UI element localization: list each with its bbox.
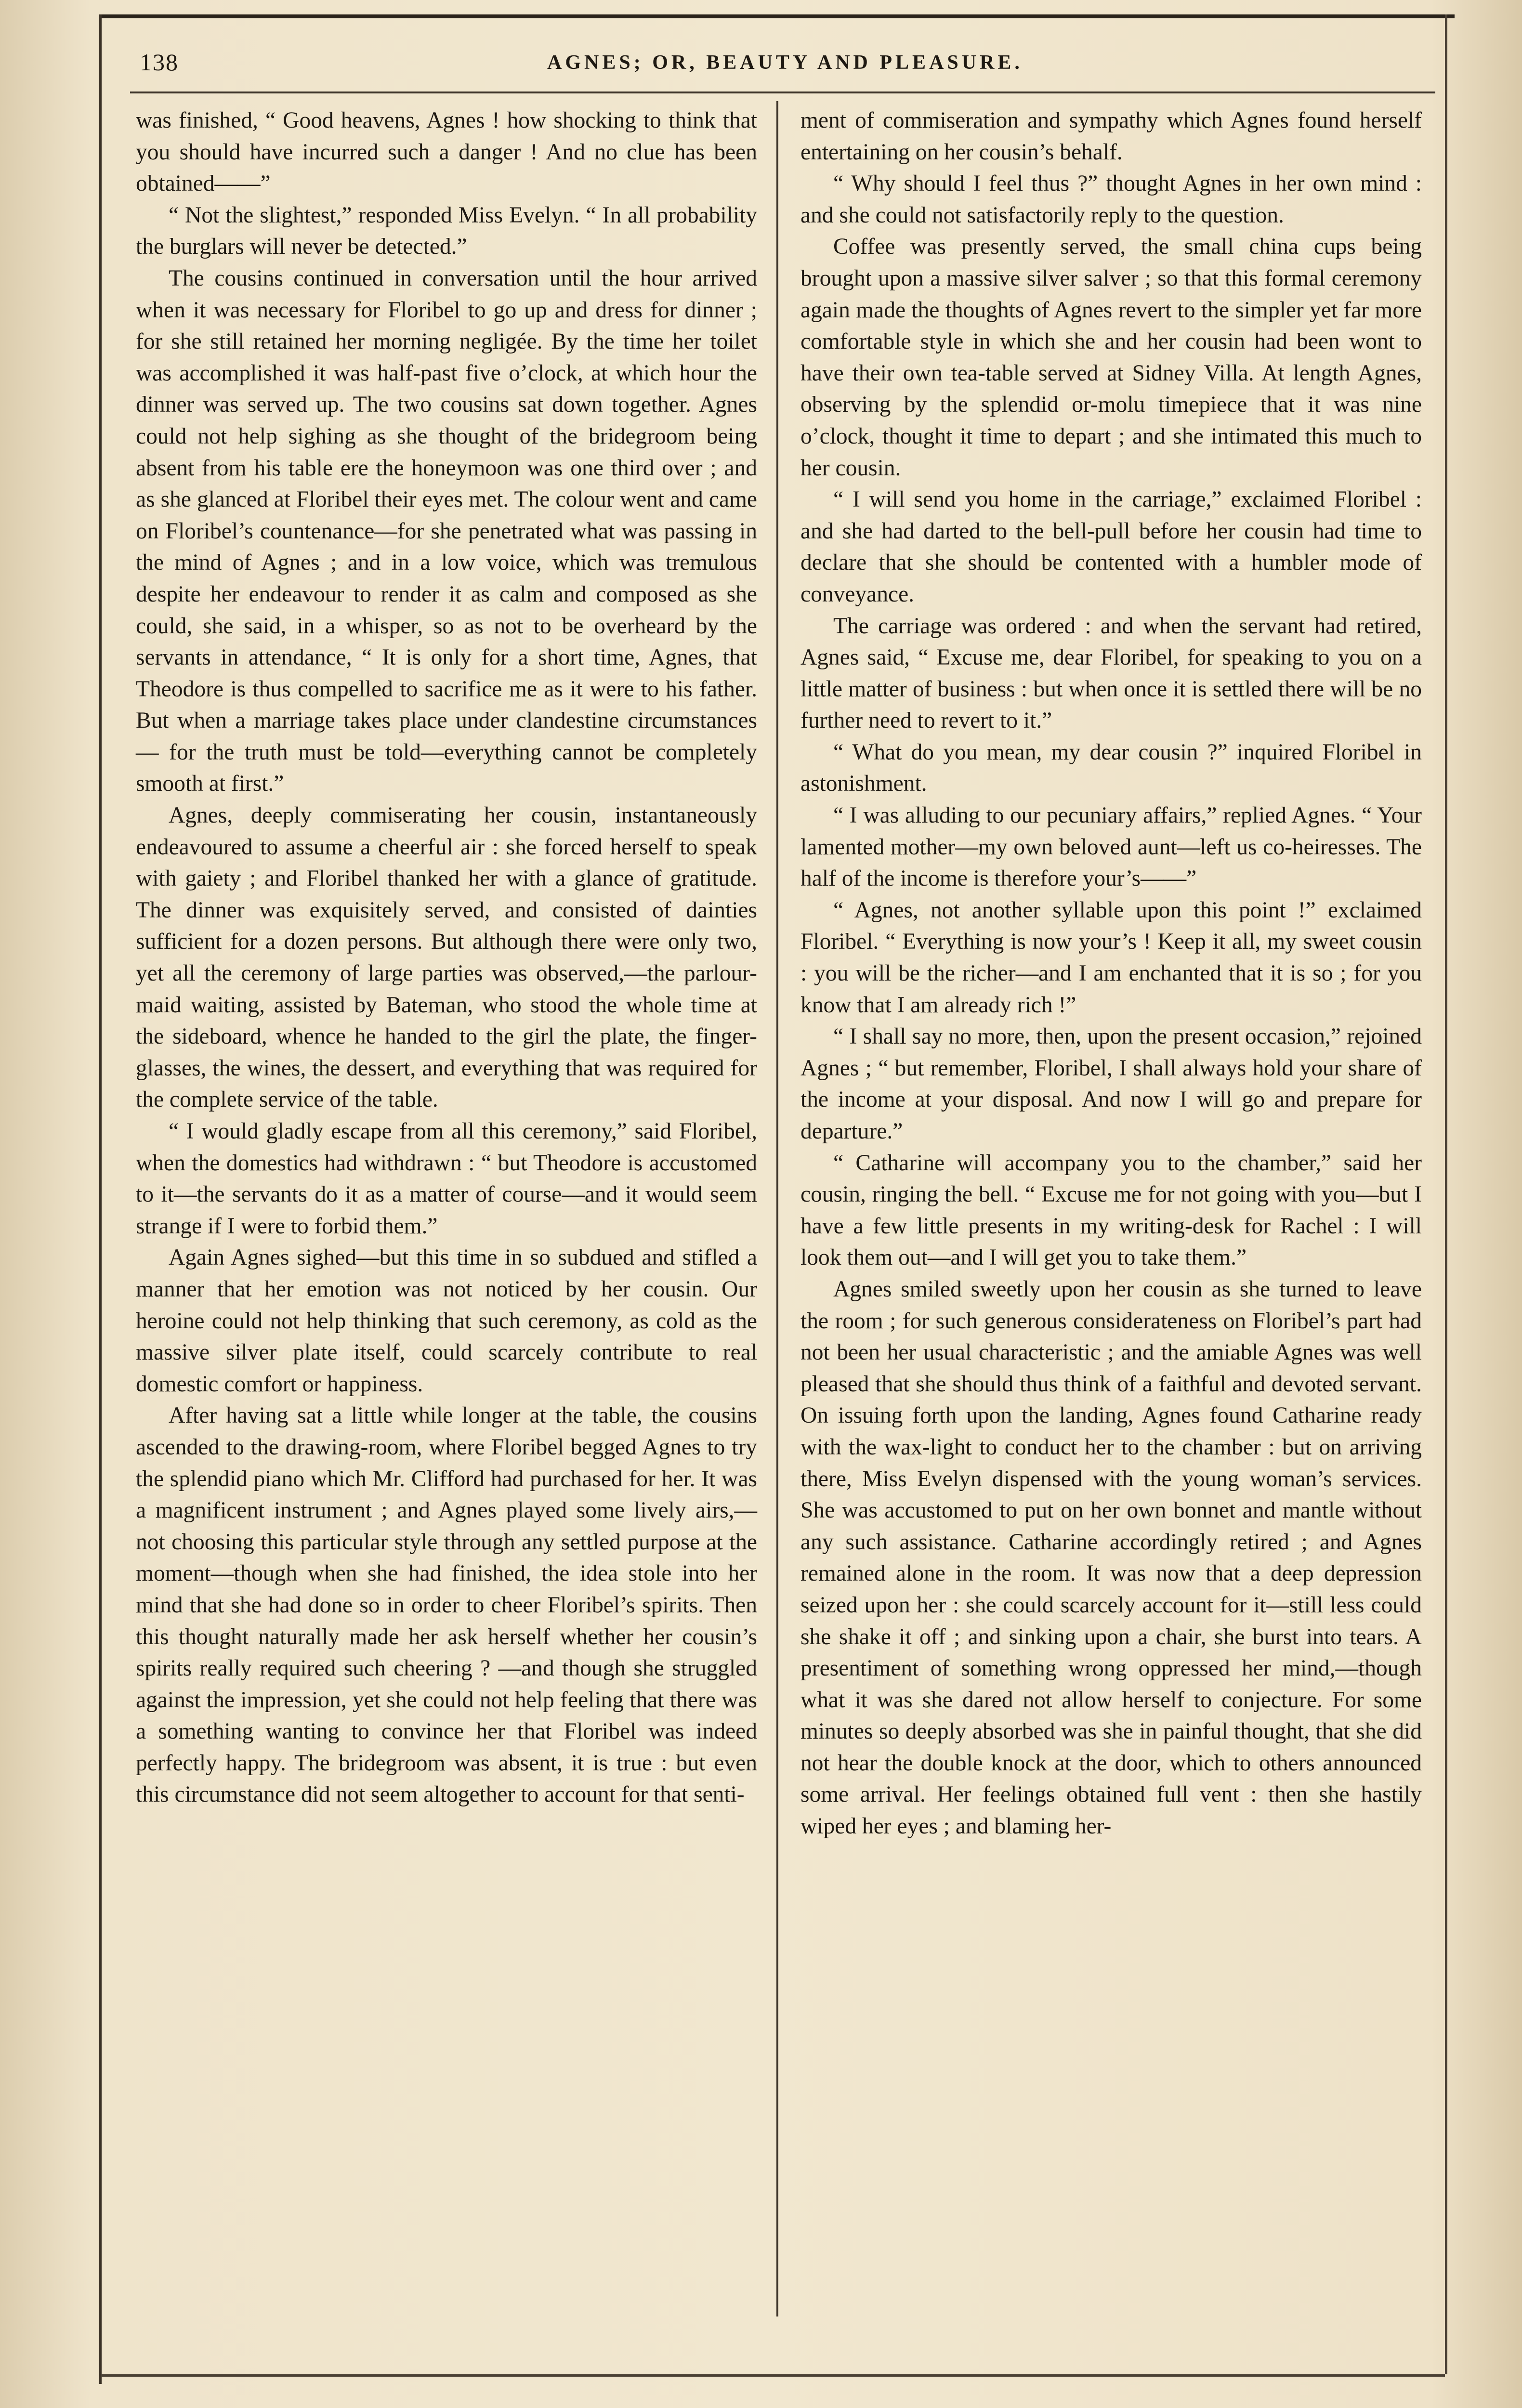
paragraph: The carriage was ordered : and when the servant had retired, Agnes said, “ Excuse me, dear Floribel, for speaking to you on a little matter of business : but when once it is settled there will be no further need to revert to it.”	[800, 613, 1422, 733]
paragraph: was finished, “ Good heavens, Agnes ! how shocking to think that you should have incurred such a danger ! And no clue has been obtained——”	[136, 108, 757, 196]
paragraph: “ I would gladly escape from all this ceremony,” said Floribel, when the domestics had withdrawn : “ but Theodore is accustomed to it—the servants do it as a matter of course—and it would seem strange if I were to forbid them.”	[136, 1119, 757, 1239]
header-rule	[130, 92, 1435, 93]
paragraph: “ Agnes, not another syllable upon this point !” exclaimed Floribel. “ Everything is now your’s ! Keep it all, my sweet cousin : you will be the richer—and I am enchanted that it is so ; for you know that I am already rich !”	[800, 897, 1422, 1018]
paragraph: Again Agnes sighed—but this time in so subdued and stifled a manner that her emotion was not noticed by her cousin. Our heroine could not help thinking that such ceremony, as cold as the massive silver plate itself, could scarcely contribute to real domestic comfort or happiness.	[136, 1245, 757, 1397]
paragraph: ment of commiseration and sympathy which Agnes found herself entertaining on her cousin’s behalf.	[800, 108, 1422, 165]
page-number: 138	[140, 49, 179, 76]
paragraph: “ Why should I feel thus ?” thought Agnes in her own mind : and she could not satisfactorily reply to the question.	[800, 171, 1422, 228]
paragraph: “ I shall say no more, then, upon the present occasion,” rejoined Agnes ; “ but remember, Floribel, I shall always hold your share of the income at your disposal. And now I will go and prepare for departure.”	[800, 1024, 1422, 1144]
running-head: AGNES; OR, BEAUTY AND PLEASURE.	[547, 52, 1023, 74]
page-frame-right	[1445, 14, 1447, 2374]
left-column	[136, 105, 757, 2316]
paragraph: Agnes, deeply commiserating her cousin, instantaneously endeavoured to assume a cheerful air : she forced herself to speak with gaiety ; and Floribel thanked her with a glance of gratitude. The dinner was exquisitely served, and consisted of dainties sufficient for a dozen persons. But although there were only two, yet all the ceremony of large parties was observed,—the parlour-maid waiting, assisted by Bateman, who stood the whole time at the sideboard, whence he handed to the girl the plate, the finger-glasses, the wines, the dessert, and everything that was required for the complete service of the table.	[136, 803, 757, 1112]
paragraph: “ I will send you home in the carriage,” exclaimed Floribel : and she had darted to the bell-pull before her cousin had time to declare that she should be contented with a humbler mode of conveyance.	[800, 487, 1422, 607]
column-divider	[776, 101, 778, 2316]
page-frame-top	[101, 14, 1455, 18]
paragraph: After having sat a little while longer at the table, the cousins ascended to the drawing-room, where Floribel begged Agnes to try the splendid piano which Mr. Clifford had purchased for her. It was a magnificent instrument ; and Agnes played some lively airs,— not choosing this particular style through any settled purpose at the moment—though when she had finished, the idea stole into her mind that she had done so in order to cheer Floribel’s spirits. Then this thought naturally made her ask herself whether her cousin’s spirits really required such cheering ? —and though she struggled against the impression, yet she could not help feeling that there was a something wanting to convince her that Floribel was indeed perfectly happy. The bridegroom was absent, it is true : but even this circumstance did not seem altogether to account for that senti-	[136, 1403, 757, 1807]
paragraph: Coffee was presently served, the small china cups being brought upon a massive silver salver ; so that this formal ceremony again made the thoughts of Agnes revert to the simpler yet far more comfortable style in which she and her cousin had been wont to have their own tea-table served at Sidney Villa. At length Agnes, observing by the splendid or-molu timepiece that it was nine o’clock, thought it time to depart ; and she intimated this much to her cousin.	[800, 234, 1422, 481]
paragraph: Agnes smiled sweetly upon her cousin as she turned to leave the room ; for such generous considerateness on Floribel’s part had not been her usual characteristic ; and the amiable Agnes was well pleased that she should thus think of a faithful and devoted servant. On issuing forth upon the landing, Agnes found Catharine ready with the wax-light to conduct her to the chamber : but on arriving there, Miss Evelyn dispensed with the young woman’s services. She was accustomed to put on her own bonnet and mantle without any such assistance. Catharine accordingly retired ; and Agnes remained alone in the room. It was now that a deep depression seized upon her : she could scarcely account for it—still less could she shake it off ; and sinking upon a chair, she burst into tears. A presentiment of something wrong oppressed her mind,—though what it was she dared not allow herself to conjecture. For some minutes so deeply absorbed was she in painful thought, that she did not hear the double knock at the door, which to others announced some arrival. Her feelings obtained full vent : then she hastily wiped her eyes ; and blaming her-	[800, 1276, 1422, 1839]
page-frame-bottom	[101, 2374, 1445, 2377]
paragraph: “ Catharine will accompany you to the chamber,” said her cousin, ringing the bell. “ Excuse me for not going with you—but I have a few little presents in my writing-desk for Rachel : I will look them out—and I will get you to take them.”	[800, 1150, 1422, 1270]
paragraph: “ What do you mean, my dear cousin ?” inquired Floribel in astonishment.	[800, 739, 1422, 797]
paragraph: The cousins continued in conversation until the hour arrived when it was necessary for Floribel to go up and dress for dinner ; for she still retained her morning negligée. By the time her toilet was accomplished it was half-past five o’clock, at which hour the dinner was served up. The two cousins sat down together. Agnes could not help sighing as she thought of the bridegroom being absent from his table ere the honeymoon was one third over ; and as she glanced at Floribel their eyes met. The colour went and came on Floribel’s countenance—for she penetrated what was passing in the mind of Agnes ; and in a low voice, which was tremulous despite her endeavour to render it as calm and composed as she could, she said, in a whisper, so as not to be overheard by the servants in attendance, “ It is only for a short time, Agnes, that Theodore is thus compelled to sacrifice me as it were to his father. But when a marriage takes place under clandestine circumstances — for the truth must be told—everything cannot be completely smooth at first.”	[136, 265, 757, 797]
page-frame-left	[99, 14, 102, 2384]
right-column	[800, 105, 1422, 2316]
paragraph: “ Not the slightest,” responded Miss Evelyn. “ In all probability the burglars will never be detected.”	[136, 202, 757, 260]
paragraph: “ I was alluding to our pecuniary affairs,” replied Agnes. “ Your lamented mother—my own beloved aunt—left us co-heiresses. The half of the income is therefore your’s——”	[800, 803, 1422, 891]
page-header	[140, 48, 1430, 87]
